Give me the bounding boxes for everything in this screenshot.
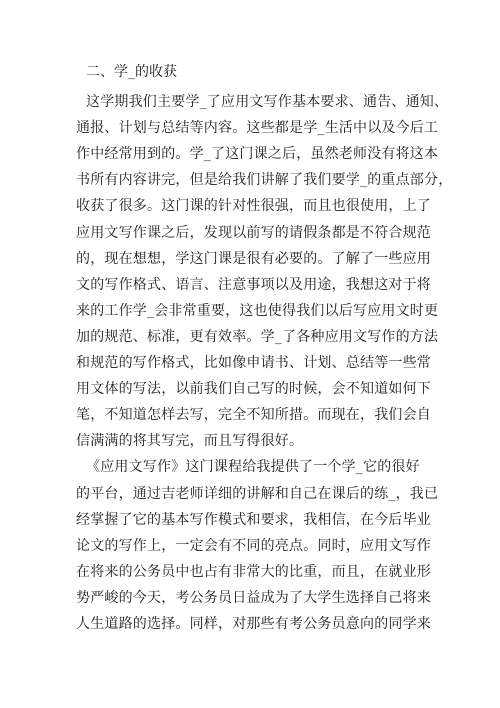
- text-line: 通报、计划与总结等内容。这些都是学_生活中以及今后工: [76, 120, 439, 137]
- text-line: 经掌握了它的基本写作模式和要求，我相信，在今后毕业: [76, 511, 431, 528]
- text-line: 这学期我们主要学_了应用文写作基本要求、通告、通知、: [86, 94, 449, 110]
- text-line: 笔，不知道怎样去写，完全不知所措。而现在，我们会自: [76, 407, 431, 424]
- text-line: 信满满的将其写完，而且写得很好。: [76, 433, 304, 450]
- text-line: 和规范的写作格式，比如像申请书、计划、总结等一些常: [76, 355, 431, 371]
- text-line: 加的规范、标准，更有效率。学_了各种应用文写作的方法: [76, 328, 439, 345]
- text-line: 《应用文写作》这门课程给我提供了一个学_它的很好: [86, 459, 420, 476]
- text-line: 书所有内容讲完，但是给我们讲解了我们要学_的重点部分，: [76, 172, 453, 189]
- text-line: 势严峻的今天，考公务员日益成为了大学生选择自己将来: [76, 589, 431, 606]
- text-line: 作中经常用到的。学_了这门课之后，虽然老师没有将这本: [76, 146, 439, 163]
- text-line: 来的工作学_会非常重要，这也使得我们以后写应用文时更: [76, 302, 439, 319]
- text-line: 收获了很多。这门课的针对性很强，而且也很使用，上了: [76, 198, 431, 215]
- text-line: 论文的写作上，一定会有不同的亮点。同时，应用文写作: [76, 537, 431, 554]
- text-line: 文的写作格式、语言、注意事项以及用途，我想这对于将: [76, 276, 431, 293]
- text-line: 的，现在想想，学这门课是很有必要的。了解了一些应用: [76, 250, 431, 267]
- text-line: 在将来的公务员中也占有非常大的比重，而且，在就业形: [76, 563, 431, 580]
- text-line: 用文体的写法，以前我们自己写的时候，会不知道如何下: [76, 381, 431, 398]
- text-line: 应用文写作课之后，发现以前写的请假条都是不符合规范: [76, 224, 431, 241]
- section-heading: 二、学_的收获: [86, 64, 177, 80]
- text-line: 人生道路的选择。同样，对那些有考公务员意向的同学来: [76, 616, 431, 632]
- text-line: 的平台，通过吉老师详细的讲解和自己在课后的练_，我已: [76, 485, 439, 502]
